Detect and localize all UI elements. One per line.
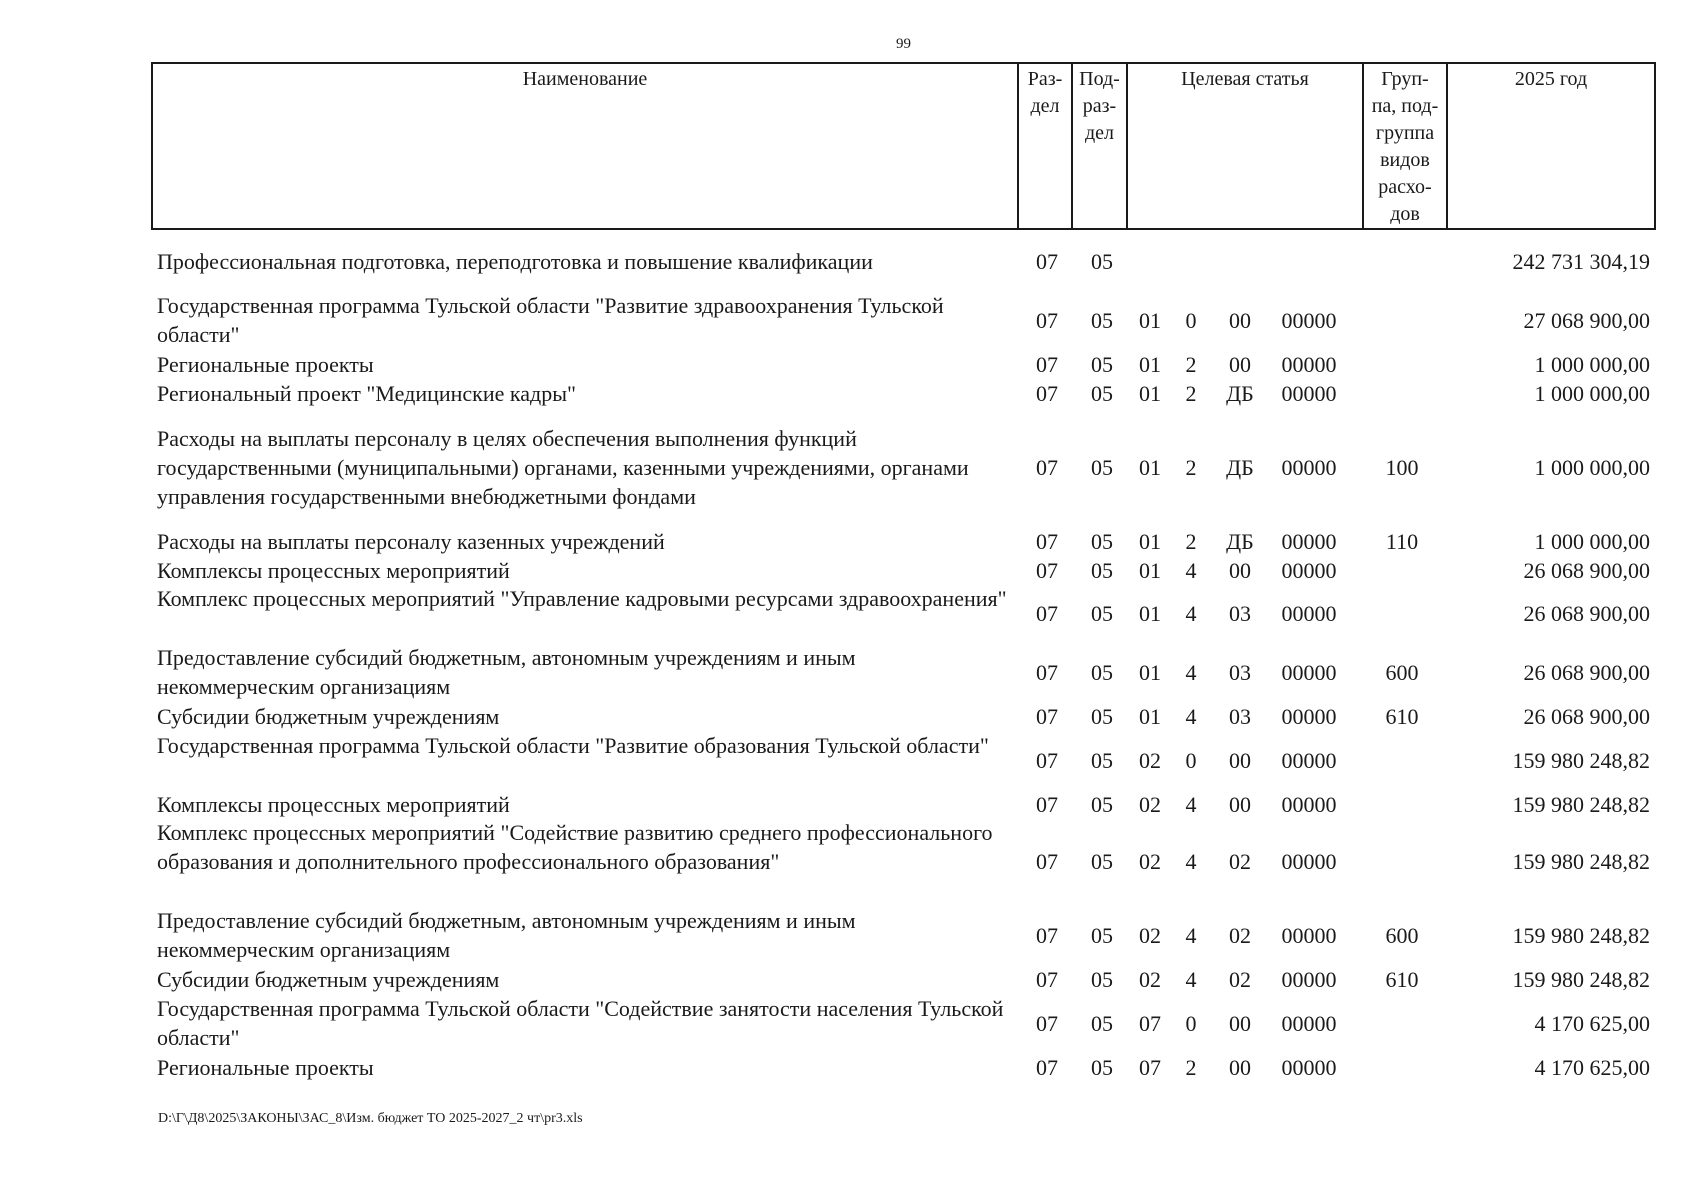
cell-type: 2 <box>1185 529 1197 554</box>
cell-podrazdel: 05 <box>1091 381 1113 406</box>
cell-amount: 26 068 900,00 <box>1523 704 1650 729</box>
cell-podrazdel: 05 <box>1091 792 1113 817</box>
cell-subprogram: ДБ <box>1226 529 1254 554</box>
cell-subprogram: 00 <box>1229 1010 1251 1036</box>
header-name: Наименование <box>522 68 648 90</box>
cell-amount: 1 000 000,00 <box>1534 455 1650 480</box>
cell-type: 2 <box>1185 381 1197 406</box>
table-row <box>0 731 1694 789</box>
cell-subprogram: 00 <box>1229 747 1251 773</box>
cell-podrazdel: 05 <box>1091 922 1113 948</box>
cell-program: 02 <box>1139 967 1161 992</box>
cell-expense-group: 600 <box>1385 659 1419 685</box>
cell-razdel: 07 <box>1036 455 1058 480</box>
cell-amount: 159 980 248,82 <box>1512 849 1650 874</box>
table-row <box>0 1053 1694 1082</box>
cell-subprogram: 03 <box>1229 600 1251 626</box>
cell-razdel: 07 <box>1036 704 1058 729</box>
cell-amount: 159 980 248,82 <box>1512 747 1650 773</box>
cell-podrazdel: 05 <box>1091 967 1113 992</box>
cell-name: Комплекс процессных мероприятий "Управление кадровыми ресурсами здравоохранения" <box>157 586 1007 611</box>
cell-name: Расходы на выплаты персоналу казенных учреждений <box>157 529 665 554</box>
cell-razdel: 07 <box>1036 307 1058 333</box>
cell-podrazdel: 05 <box>1091 352 1113 377</box>
cell-direction: 00000 <box>1281 967 1337 992</box>
cell-podrazdel: 05 <box>1091 307 1113 333</box>
cell-program: 02 <box>1139 747 1161 773</box>
cell-razdel: 07 <box>1036 558 1058 583</box>
cell-type: 4 <box>1185 558 1197 583</box>
cell-razdel: 07 <box>1036 922 1058 948</box>
table-row <box>0 818 1694 905</box>
table-row <box>0 965 1694 994</box>
cell-program: 01 <box>1139 455 1161 480</box>
cell-direction: 00000 <box>1281 747 1337 773</box>
cell-razdel: 07 <box>1036 659 1058 685</box>
cell-type: 4 <box>1185 792 1197 817</box>
cell-direction: 00000 <box>1281 558 1337 583</box>
cell-name: Профессиональная подготовка, переподготовка и повышение квалификации <box>157 249 873 274</box>
cell-program: 01 <box>1139 381 1161 406</box>
cell-program: 01 <box>1139 659 1161 685</box>
cell-name: Региональные проекты <box>157 1055 374 1080</box>
cell-subprogram: 02 <box>1229 849 1251 874</box>
cell-razdel: 07 <box>1036 792 1058 817</box>
cell-name: Предоставление субсидий бюджетным, автономным учреждениям и иным некоммерческим организациям <box>157 645 856 699</box>
cell-name: Субсидии бюджетным учреждениям <box>157 704 500 729</box>
cell-direction: 00000 <box>1281 352 1337 377</box>
cell-program: 01 <box>1139 558 1161 583</box>
cell-program: 02 <box>1139 792 1161 817</box>
cell-name: Государственная программа Тульской области "Содействие занятости населения Тульской области" <box>157 996 1004 1050</box>
cell-expense-group: 610 <box>1385 704 1419 729</box>
cell-type: 4 <box>1185 967 1197 992</box>
cell-name: Государственная программа Тульской области "Развитие здравоохранения Тульской области" <box>157 293 944 347</box>
cell-amount: 1 000 000,00 <box>1534 529 1650 554</box>
cell-amount: 159 980 248,82 <box>1512 967 1650 992</box>
cell-name: Расходы на выплаты персоналу в целях обеспечения выполнения функций государственными (муниципальными) органами, казенными учреждениями, органами управления государственными внебюджетными фондами <box>157 426 969 509</box>
cell-subprogram: 00 <box>1229 307 1251 333</box>
cell-expense-group: 610 <box>1385 967 1419 992</box>
cell-direction: 00000 <box>1281 307 1337 333</box>
table-row <box>0 790 1694 819</box>
cell-type: 2 <box>1185 352 1197 377</box>
header-podrazdel: Под- раз- дел <box>1071 64 1126 228</box>
cell-program: 02 <box>1139 849 1161 874</box>
cell-type: 0 <box>1185 307 1197 333</box>
cell-subprogram: 03 <box>1229 704 1251 729</box>
table-row <box>0 906 1694 964</box>
cell-amount: 242 731 304,19 <box>1512 249 1650 274</box>
cell-direction: 00000 <box>1281 849 1337 874</box>
cell-amount: 4 170 625,00 <box>1534 1010 1650 1036</box>
header-year: 2025 год <box>1446 64 1654 228</box>
cell-podrazdel: 05 <box>1091 704 1113 729</box>
cell-razdel: 07 <box>1036 1055 1058 1080</box>
cell-razdel: 07 <box>1036 381 1058 406</box>
cell-amount: 26 068 900,00 <box>1523 558 1650 583</box>
table-header <box>151 62 1656 230</box>
cell-subprogram: 00 <box>1229 1055 1251 1080</box>
cell-podrazdel: 05 <box>1091 529 1113 554</box>
cell-type: 0 <box>1185 747 1197 773</box>
header-razdel: Раз- дел <box>1017 64 1071 228</box>
cell-name: Региональный проект "Медицинские кадры" <box>157 381 576 406</box>
cell-name: Комплексы процессных мероприятий <box>157 558 510 583</box>
cell-program: 01 <box>1139 352 1161 377</box>
cell-type: 4 <box>1185 704 1197 729</box>
cell-direction: 00000 <box>1281 659 1337 685</box>
cell-amount: 26 068 900,00 <box>1523 659 1650 685</box>
cell-podrazdel: 05 <box>1091 1010 1113 1036</box>
cell-program: 07 <box>1139 1055 1161 1080</box>
cell-subprogram: 00 <box>1229 792 1251 817</box>
cell-type: 4 <box>1185 849 1197 874</box>
cell-expense-group: 100 <box>1385 455 1419 480</box>
cell-program: 01 <box>1139 600 1161 626</box>
cell-direction: 00000 <box>1281 1010 1337 1036</box>
table-row <box>0 291 1694 349</box>
cell-direction: 00000 <box>1281 455 1337 480</box>
cell-type: 4 <box>1185 659 1197 685</box>
cell-expense-group: 110 <box>1385 529 1419 554</box>
cell-amount: 1 000 000,00 <box>1534 381 1650 406</box>
cell-subprogram: 00 <box>1229 558 1251 583</box>
cell-name: Предоставление субсидий бюджетным, автономным учреждениям и иным некоммерческим организациям <box>157 908 856 962</box>
cell-program: 01 <box>1139 307 1161 333</box>
cell-podrazdel: 05 <box>1091 558 1113 583</box>
table-row <box>0 643 1694 701</box>
cell-type: 0 <box>1185 1010 1197 1036</box>
cell-program: 02 <box>1139 922 1161 948</box>
cell-podrazdel: 05 <box>1091 849 1113 874</box>
cell-direction: 00000 <box>1281 1055 1337 1080</box>
cell-subprogram: 03 <box>1229 659 1251 685</box>
cell-amount: 26 068 900,00 <box>1523 600 1650 626</box>
cell-direction: 00000 <box>1281 792 1337 817</box>
cell-direction: 00000 <box>1281 529 1337 554</box>
cell-amount: 27 068 900,00 <box>1523 307 1650 333</box>
cell-amount: 1 000 000,00 <box>1534 352 1650 377</box>
table-row <box>0 379 1694 408</box>
footer-file-path: D:\Г\Д8\2025\ЗАКОНЫ\ЗАС_8\Изм. бюджет ТО 2025-2027_2 чт\pr3.xls <box>158 1111 583 1126</box>
cell-expense-group: 600 <box>1385 922 1419 948</box>
cell-type: 2 <box>1185 455 1197 480</box>
cell-program: 01 <box>1139 529 1161 554</box>
table-row <box>0 424 1694 511</box>
cell-razdel: 07 <box>1036 600 1058 626</box>
cell-podrazdel: 05 <box>1091 455 1113 480</box>
cell-subprogram: 02 <box>1229 967 1251 992</box>
header-vr: Груп- па, под- группа видов расхо- дов <box>1362 64 1446 228</box>
cell-razdel: 07 <box>1036 249 1058 274</box>
cell-razdel: 07 <box>1036 529 1058 554</box>
cell-direction: 00000 <box>1281 381 1337 406</box>
cell-podrazdel: 05 <box>1091 600 1113 626</box>
table-row <box>0 350 1694 379</box>
table-row <box>0 527 1694 556</box>
table-row <box>0 556 1694 585</box>
cell-razdel: 07 <box>1036 967 1058 992</box>
cell-type: 4 <box>1185 922 1197 948</box>
cell-podrazdel: 05 <box>1091 1055 1113 1080</box>
header-target: Целевая статья <box>1126 64 1362 228</box>
cell-name: Комплексы процессных мероприятий <box>157 792 510 817</box>
cell-podrazdel: 05 <box>1091 747 1113 773</box>
cell-program: 07 <box>1139 1010 1161 1036</box>
cell-subprogram: ДБ <box>1226 455 1254 480</box>
cell-program: 01 <box>1139 704 1161 729</box>
cell-name: Региональные проекты <box>157 352 374 377</box>
table-row <box>0 702 1694 731</box>
cell-name: Комплекс процессных мероприятий "Содействие развитию среднего профессионального образования и дополнительного профессионального образования" <box>157 820 993 874</box>
cell-subprogram: 00 <box>1229 352 1251 377</box>
cell-razdel: 07 <box>1036 352 1058 377</box>
cell-podrazdel: 05 <box>1091 659 1113 685</box>
cell-amount: 159 980 248,82 <box>1512 922 1650 948</box>
cell-direction: 00000 <box>1281 704 1337 729</box>
table-row <box>0 584 1694 642</box>
table-row <box>0 247 1694 276</box>
table-row <box>0 994 1694 1052</box>
cell-razdel: 07 <box>1036 1010 1058 1036</box>
cell-razdel: 07 <box>1036 849 1058 874</box>
cell-direction: 00000 <box>1281 600 1337 626</box>
cell-subprogram: 02 <box>1229 922 1251 948</box>
cell-name: Государственная программа Тульской области "Развитие образования Тульской области" <box>157 733 989 758</box>
cell-razdel: 07 <box>1036 747 1058 773</box>
cell-podrazdel: 05 <box>1091 249 1113 274</box>
cell-subprogram: ДБ <box>1226 381 1254 406</box>
cell-type: 2 <box>1185 1055 1197 1080</box>
cell-direction: 00000 <box>1281 922 1337 948</box>
page-number: 99 <box>896 36 911 52</box>
cell-amount: 159 980 248,82 <box>1512 792 1650 817</box>
cell-name: Субсидии бюджетным учреждениям <box>157 967 500 992</box>
cell-type: 4 <box>1185 600 1197 626</box>
cell-amount: 4 170 625,00 <box>1534 1055 1650 1080</box>
